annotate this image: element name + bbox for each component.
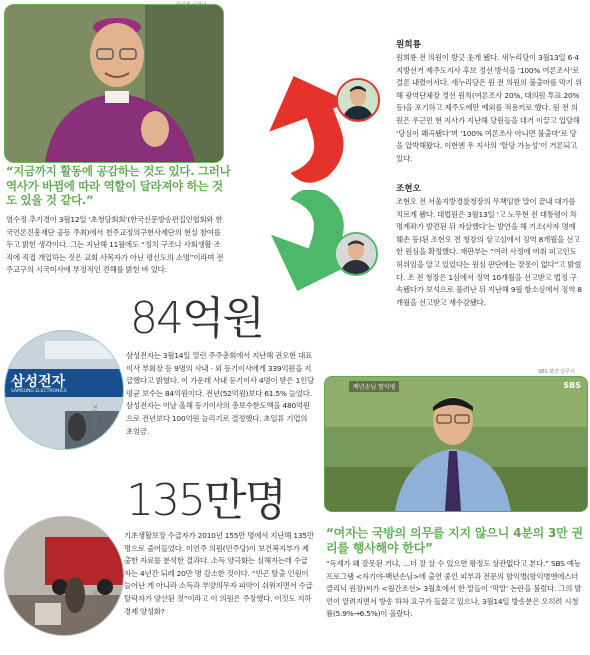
samsung-number-line [126,338,127,348]
cho-body: 조현오 전 서울지방경찰청장의 무책임한 말이 끝내 대가를 치르게 됐다. 대법원은 3월13일 ‘고 노무현 전 대통령이 차명계좌가 발견된 뒤 자살했다’는 발언을 해 기소(사자 명예훼손 등)된 조현오 전 청장의 상고심에서 징역 8개월을 선고한 원심을 확정했다. 재판부는 “여러 사정에 비춰 피고인도 허위임을 알고 있었다는 원심 판단에는 잘못이 없다”고 밝혔다. 조 전 청장은 1심에서 징역 10개월을 선고받고 법정 구속됐다가 보석으로 풀려난 뒤 지난해 9월 항소심에서 징역 8개월을 선고받고 재수감됐다. [396,197,582,307]
tv-credit: SBS 화면 갈무리 [538,369,576,375]
won-portrait [336,78,380,122]
cho-face-illustration [336,234,376,274]
samsung-credit: 한겨레 자료 [93,404,99,430]
tv-photo [324,376,588,512]
bishop-photo [4,4,224,163]
samsung-number: 84억원 [130,293,263,344]
bishop-credit: 한겨레 이정아 [176,2,207,8]
tv-body: “독재가 왜 잘못된 거냐, …더 잘 살 수 있으면 왕정도 상관없다고 본다.” SBS 예능 프로그램 <자기야-백년손님>에 출연 중인 피부과 전문의 함익병(함익병앤에스더클리닉 원장)씨가 <월간조선> 3월호에서 한 말들이 ‘막말’ 논란을 불렀다. 그의 발언이 알려지면서 방송 하차 요구가 들끓고 있으나, 3월14일 방송분은 오히려 시청률(5.9%→6.5%)이 올랐다. [326,559,582,619]
samsung-body: 삼성전자는 3월14일 열린 주주총회에서 지난해 권오현 대표이사 부회장 등 9명의 사내 · 외 등기이사에게 339억원을 지급했다고 밝혔다. 이 가운데 사내 등기이사 4명이 받은 1인당 평균 보수는 84억원이다. 전년(52억원)보다 61.5% 늘었다. 삼성전자는 이날 올해 등기이사의 총보수한도액을 480억원으로 전년보다 100억원 늘리기로 결정했다. 초일류 기업의 초임금. [126,351,314,436]
won-name: 원희룡 [396,40,421,50]
samsung-sign-korean: 삼성전자 [11,374,66,390]
tv-scene-illustration [325,377,587,511]
welfare-photo [4,516,124,636]
cho-portrait [334,232,378,276]
bishop-body: 염수정 추기경이 3월12일 ‘초청담회회’(한국신문방송편집인협회와 한국언론진흥재단 공동 주최)에서 천주교정의구현사제단의 현실 참여를 두고 밝힌 생각이다. 그는 지난해 11월에도 “정치 구조나 사회생활 조직에 직접 개입하는 것은 교회 사목자가 아닌 평신도의 소명”이라며 전주교구의 시국미사에 부정적인 견해를 밝힌 바 있다. [6,215,224,275]
tv-quote: “여자는 국방의 의무를 지지 않으니 4분의 3만 권리를 행사해야 한다” [326,526,583,555]
tv-caption: 백년손님 함익병 [349,381,399,392]
won-body: 원희룡 전 의원이 방긋 웃게 됐다. 새누리당이 3월13일 6·4 지방선거 제주도지사 후보 경선 방식을 ‘100% 여론조사’로 결론 내렸어서다. 새누리당은 원 전 의원의 불출마를 막기 위해 광역단체장 경선 원칙(여론조사 20%, 대의원 투표 20% 등)을 포기하고 제주도에만 예외를 적용키로 했다. 원 전 의원은 우근민 현 지사가 지난해 당원들을 대거 이끌고 입당해 ‘당심이 왜곡됐다’며 ‘100% 여론조사 아니면 불출마’로 당을 압박해왔다. 이번엔 우 지사의 ‘탈당 가능성’이 거론되고 있다. [396,53,582,163]
bishop-illustration [5,5,223,162]
welfare-street-illustration [5,517,123,635]
welfare-body: 기초생활보장 수급자가 2010년 155만 명에서 지난해 135만 명으로 줄어들었다. 이언주 의원(민주당)이 보건복지부가 제출한 자료를 분석한 결과다. 소득 양극화는 심해지는데 수급자는 4년간 되레 20만 명 감소한 것이다. “빈곤 탈출 인원이 늘어난 게 아니라 소득과 부양의무자 파악이 쉬워지면서 수급 탈락자가 양산된 것”이라고 이 의원은 주장했다. 이것도 지하경제 양성화? [124,531,314,616]
welfare-credit: 한겨레 자료 [93,590,99,616]
cho-name: 조현오 [396,184,421,194]
samsung-photo [4,330,124,450]
tv-logo: SBS [563,381,581,390]
bishop-quote: “지금까지 활동에 공감하는 것도 있다. 그러나 역사가 바뀜에 따라 역할이 달라져야 하는 것도 있을 것 같다.” [6,164,231,207]
samsung-sign-english: SAMSUNG ELECTRONICS [11,389,67,394]
won-face-illustration [338,80,378,120]
welfare-number: 135만명 [126,475,285,526]
